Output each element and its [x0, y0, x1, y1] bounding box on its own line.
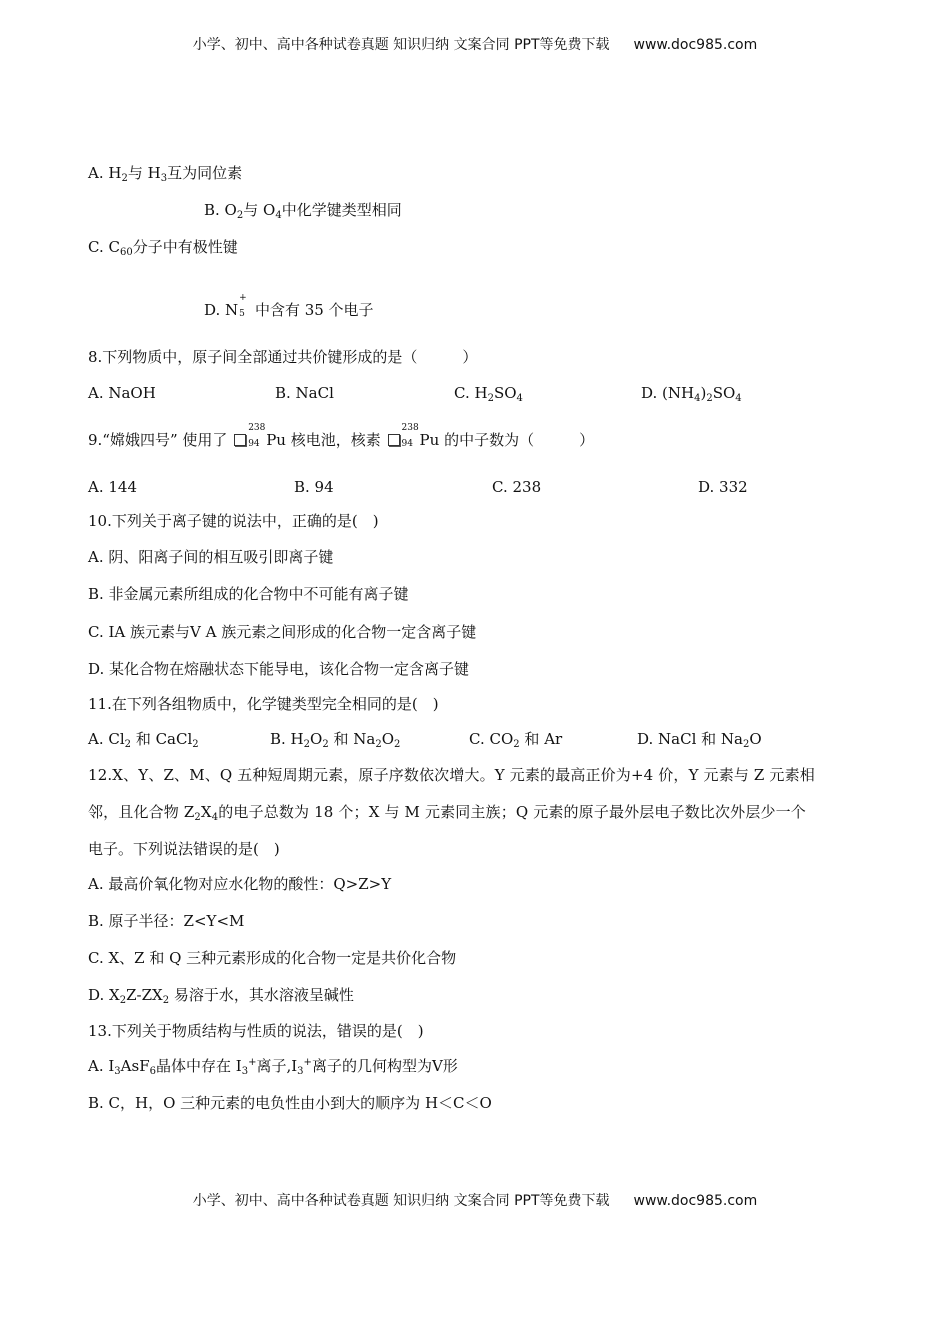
- q12-option-b: B. 原子半径：Z<Y<M: [88, 912, 245, 930]
- q10-option-d: D. 某化合物在熔融状态下能导电，该化合物一定含离子键: [88, 660, 470, 678]
- q11-option-b: B. $H_2O_2$ 和 $Na_2O_2$: [270, 730, 401, 750]
- q13-stem: 13.下列关于物质结构与性质的说法，错误的是( ): [88, 1022, 424, 1040]
- q12-option-d: D. $X_2Z-ZX_2$ 易溶于水，其水溶液呈碱性: [88, 986, 354, 1006]
- q12-stem-line-3: 电子。下列说法错误的是( ): [88, 840, 280, 858]
- q11-stem: 11.在下列各组物质中，化学键类型完全相同的是( ): [88, 695, 439, 713]
- footer-site[interactable]: www.doc985.com: [633, 1193, 758, 1209]
- q10-stem: 10.下列关于离子键的说法中，正确的是( ): [88, 512, 379, 530]
- header-text: 小学、初中、高中各种试卷真题 知识归纳 文案合同 PPT等免费下载: [192, 37, 610, 53]
- q11-option-c: C. $CO_2$ 和 Ar: [469, 730, 563, 750]
- q9-option-d: D. 332: [698, 478, 748, 496]
- page-header: [0, 34, 950, 54]
- q11-option-a: A. $Cl_2$ 和 CaCl$_2$: [88, 730, 199, 750]
- q9-option-a: A. 144: [88, 478, 137, 496]
- page-footer: [0, 1190, 950, 1210]
- missing-image-icon: [388, 434, 400, 446]
- q9-stem: 9.“嫦娥四号” 使用了 238 94 Pu 核电池，核素 238 94 Pu 的中子数为（ ）: [88, 423, 595, 449]
- q9-options: [88, 477, 848, 497]
- q12-stem-line-2: 邻，且化合物 $Z_2X_4$的电子总数为 18 个；X 与 M 元素同主族；Q 元素的原子最外层电子数比次外层少一个: [88, 803, 806, 823]
- q13-option-b: B. C，H，O 三种元素的电负性由小到大的顺序为 H＜C＜O: [88, 1094, 492, 1112]
- footer-text: 小学、初中、高中各种试卷真题 知识归纳 文案合同 PPT等免费下载: [192, 1193, 610, 1209]
- q8-option-c: C. $H_2SO_4$: [454, 384, 523, 404]
- q8-option-d: D. $(NH_4)_2SO_4$: [641, 384, 742, 404]
- q10-option-a: A. 阴、阳离子间的相互吸引即离子键: [88, 548, 334, 566]
- q10-option-b: B. 非金属元素所组成的化合物中不可能有离子键: [88, 585, 409, 603]
- q13-option-a: A. $I_3AsF_6$晶体中存在 $I_3^+$离子$,I_3^+$离子的几何构型为Ⅴ形: [88, 1057, 458, 1077]
- header-site[interactable]: www.doc985.com: [633, 37, 758, 53]
- q11-options: [88, 729, 848, 749]
- q7-option-c: C. $C_{60}$分子中有极性键: [88, 238, 238, 258]
- missing-image-icon: [234, 434, 246, 446]
- q8-option-b: B. NaCl: [275, 384, 334, 402]
- q10-option-c: C. IA 族元素与Ⅴ A 族元素之间形成的化合物一定含离子键: [88, 623, 477, 641]
- q9-option-b: B. 94: [294, 478, 334, 496]
- q12-stem-line-1: 12.X、Y、Z、M、Q 五种短周期元素，原子序数依次增大。Y 元素的最高正价为+4 价，Y 元素与 Z 元素相: [88, 766, 815, 784]
- q7-option-b: B. $O_2$与 $O_4$中化学键类型相同: [204, 201, 402, 221]
- q9-option-c: C. 238: [492, 478, 542, 496]
- q11-option-d: D. NaCl 和 $Na_2O$: [637, 730, 762, 750]
- q8-stem: 8.下列物质中，原子间全部通过共价键形成的是（ ）: [88, 348, 478, 366]
- q7-option-d: D. N + 5 中含有 35 个电子: [204, 293, 374, 319]
- q12-option-c: C. X、Z 和 Q 三种元素形成的化合物一定是共价化合物: [88, 949, 457, 967]
- q7-option-a: A. $H_2$与 $H_3$互为同位素: [88, 164, 243, 184]
- q8-options: [88, 383, 848, 403]
- q8-option-a: A. NaOH: [88, 384, 156, 402]
- q12-option-a: A. 最高价氧化物对应水化物的酸性：Q>Z>Y: [88, 875, 392, 893]
